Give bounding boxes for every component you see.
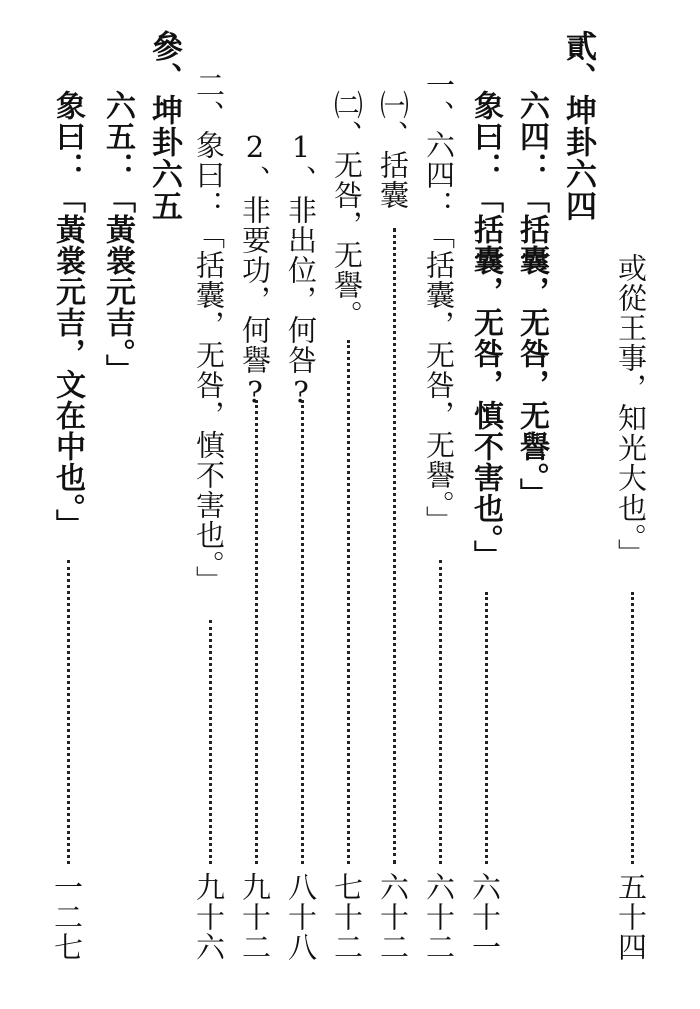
toc-entry-text: ㈠、括囊	[376, 90, 410, 210]
dot-leader	[393, 228, 396, 864]
toc-page-number: 九十二	[238, 872, 272, 962]
dot-leader	[255, 400, 258, 864]
toc-page-number: 一二七	[50, 872, 84, 962]
dot-leader	[347, 340, 350, 864]
toc-entry-text: 2、非要功，何譽?	[238, 130, 272, 410]
toc-page-number: 六十二	[376, 872, 410, 962]
dot-leader	[209, 620, 212, 864]
toc-page-number: 八十八	[284, 872, 318, 962]
toc-entry-text: ㈡、无咎，无譽。	[330, 90, 364, 330]
toc-entry-text: 六四：「括囊，无咎，无譽。」	[514, 90, 549, 509]
dot-leader	[439, 560, 442, 864]
toc-page-number: 七十二	[330, 872, 364, 962]
dot-leader	[631, 592, 634, 864]
dot-leader	[67, 560, 70, 864]
toc-entry-text: 六五：「黃裳元吉。」	[100, 90, 135, 385]
toc-entry-text: 一、六四：「括囊，无咎，无譽。」	[422, 70, 456, 536]
toc-entry-text: 二、象曰：「括囊，无咎，慎不害也。」	[192, 70, 226, 596]
section-heading: 貳、坤卦六四	[560, 30, 596, 222]
toc-page-number: 六十一	[468, 872, 502, 962]
toc-entry-text: 1、非出位，何咎?	[284, 130, 318, 410]
toc-entry-text: 象曰：「括囊，无咎，慎不害也。」	[468, 90, 503, 571]
section-heading: 參、坤卦六五	[146, 30, 182, 222]
dot-leader	[485, 592, 488, 864]
toc-page-number: 六十二	[422, 872, 456, 962]
toc-entry-text: 或從王事，知光大也。」	[614, 253, 648, 569]
dot-leader	[301, 400, 304, 864]
toc-page-number: 五十四	[614, 872, 648, 962]
toc-entry-text: 象曰：「黃裳元吉，文在中也。」	[50, 90, 85, 540]
toc-page-number: 九十六	[192, 872, 226, 962]
